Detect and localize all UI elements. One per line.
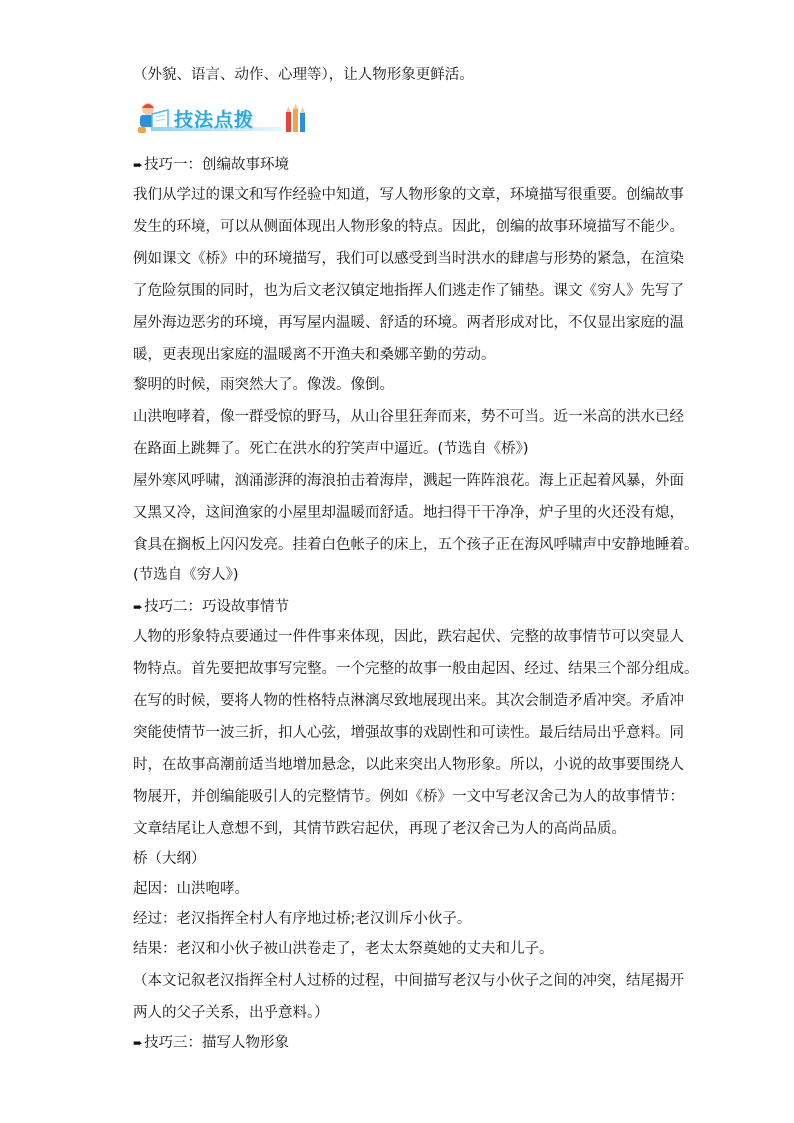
line-text: 技巧三：描写人物形象	[144, 1035, 290, 1051]
line-text: （本文记叙老汉指挥全村人过桥的过程，中间描写老汉与小伙子之间的冲突，结尾揭开	[133, 973, 684, 989]
paragraph-line	[133, 939, 673, 959]
paragraph-line	[133, 691, 684, 711]
paragraph-line	[133, 879, 673, 899]
line-text: 结果：老汉和小伙子被山洪卷走了，老太太祭奠她的丈夫和儿子。	[133, 941, 554, 957]
paragraph-line	[133, 249, 684, 269]
paragraph-line	[133, 503, 684, 523]
line-text: 暖，更表现出家庭的温暖离不开渔夫和桑娜辛勤的劳动。	[133, 347, 496, 363]
paragraph-line	[133, 313, 684, 333]
line-text: 时，在故事高潮前适当地增加悬念，以此来突出人物形象。所以，小说的故事要围绕人	[133, 757, 684, 773]
paragraph-line	[133, 185, 684, 205]
line-text: 人物的形象特点要通过一件件事来体现，因此，跌宕起伏、完整的故事情节可以突显人	[133, 629, 684, 645]
line-text: 又黑又冷，这间渔家的小屋里却温暖而舒适。地扫得干干净净，炉子里的火还没有熄，	[133, 505, 684, 521]
line-text: 两人的父子关系，出乎意料。）	[133, 1005, 329, 1021]
line-text: （外貌、语言、动作、心理等），让人物形象更鲜活。	[133, 67, 474, 83]
paragraph-line	[133, 407, 684, 427]
line-text: 在写的时候，要将人物的性格特点淋漓尽致地展现出来。其次会制造矛盾冲突。矛盾冲	[133, 693, 684, 709]
line-text: 物特点。首先要把故事写完整。一个完整的故事一般由起因、经过、结果三个部分组成。	[133, 661, 699, 677]
technique-banner	[134, 100, 312, 136]
line-text: 例如课文《桥》中的环境描写，我们可以感受到当时洪水的肆虐与形势的紧急，在渲染	[133, 251, 684, 267]
arrow-bullet-icon: ➨	[133, 1036, 143, 1050]
paragraph-line	[133, 787, 684, 807]
line-text: 在路面上跳舞了。死亡在洪水的狞笑声中逼近。(节选自《桥》)	[133, 441, 529, 457]
paragraph-line	[133, 819, 673, 839]
section-heading	[133, 597, 673, 617]
line-text: 物展开，并创编能吸引人的完整情节。例如《桥》一文中写老汉舍己为人的故事情节：	[133, 789, 684, 805]
arrow-bullet-icon: ➨	[133, 158, 143, 172]
paragraph-line	[133, 1003, 673, 1023]
paragraph-line	[133, 627, 684, 647]
paragraph-line	[133, 535, 699, 555]
section-heading	[133, 1033, 673, 1053]
paragraph-line	[133, 471, 684, 491]
paragraph-line	[133, 659, 699, 679]
pencils-icon	[284, 104, 310, 134]
paragraph-line	[133, 723, 684, 743]
line-text: 屋外寒风呼啸，汹涌澎湃的海浪拍击着海岸，溅起一阵阵浪花。海上正起着风暴，外面	[133, 473, 684, 489]
section-heading	[133, 155, 673, 175]
line-text: 突能使情节一波三折，扣人心弦，增强故事的戏剧性和可读性。最后结局出乎意料。同	[133, 725, 684, 741]
line-text: 我们从学过的课文和写作经验中知道，写人物形象的文章，环境描写很重要。创编故事	[133, 187, 684, 203]
paragraph-line	[133, 375, 673, 395]
line-text: 起因：山洪咆哮。	[133, 881, 249, 897]
line-text: 黎明的时候，雨突然大了。像泼。像倒。	[133, 377, 394, 393]
line-text: 发生的环境，可以从侧面体现出人物形象的特点。因此，创编的故事环境描写不能少。	[133, 219, 684, 235]
paragraph-line	[133, 849, 673, 869]
paragraph-line	[133, 439, 673, 459]
paragraph-line	[133, 971, 684, 991]
paragraph-line	[133, 909, 673, 929]
line-text: 了危险氛围的同时，也为后文老汉镇定地指挥人们逃走作了铺垫。课文《穷人》先写了	[133, 283, 684, 299]
line-text: 技巧二：巧设故事情节	[144, 599, 290, 615]
paragraph-line	[133, 281, 684, 301]
banner-title: 技法点拨	[174, 109, 255, 131]
arrow-bullet-icon: ➨	[133, 600, 143, 614]
line-text: (节选自《穷人》)	[133, 567, 239, 583]
line-text: 山洪咆哮着，像一群受惊的野马，从山谷里狂奔而来，势不可当。近一米高的洪水已经	[133, 409, 684, 425]
paragraph-line	[133, 217, 684, 237]
line-text: 屋外海边恶劣的环境，再写屋内温暖、舒适的环境。两者形成对比，不仅显出家庭的温	[133, 315, 684, 331]
line-text: 桥（大纲）	[133, 851, 206, 867]
line-text: 文章结尾让人意想不到，其情节跌宕起伏，再现了老汉舍己为人的高尚品质。	[133, 821, 626, 837]
paragraph-line	[133, 345, 673, 365]
paragraph-line	[133, 65, 673, 85]
paragraph-line	[133, 565, 673, 585]
line-text: 经过：老汉指挥全村人有序地过桥;老汉训斥小伙子。	[133, 911, 472, 927]
line-text: 食具在搁板上闪闪发亮。挂着白色帐子的床上，五个孩子正在海风呼啸声中安静地睡着。	[133, 537, 699, 553]
paragraph-line	[133, 755, 684, 775]
line-text: 技巧一：创编故事环境	[144, 157, 290, 173]
